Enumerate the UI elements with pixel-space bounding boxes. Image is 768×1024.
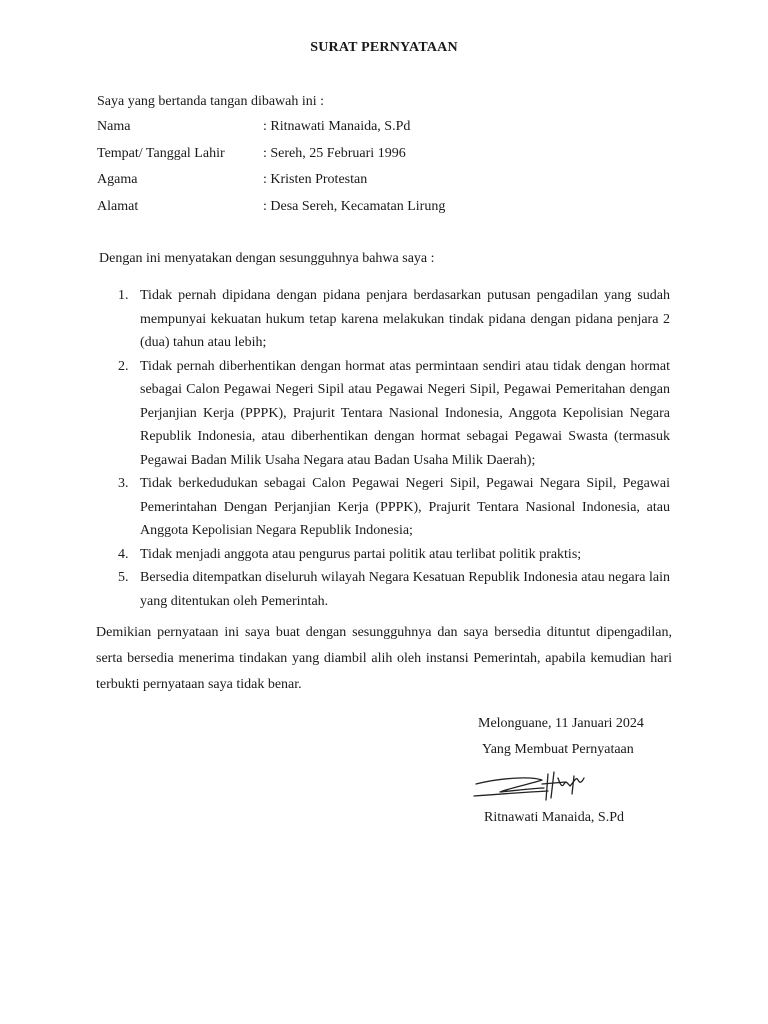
statement-intro: Dengan ini menyatakan dengan sesungguhnya bahwa saya :	[99, 251, 435, 266]
field-label: Tempat/ Tanggal Lahir	[97, 145, 225, 161]
item-text: Tidak berkedudukan sebagai Calon Pegawai Negeri Sipil, Pegawai Negara Sipil, Pegawai Pemerintahan Dengan Perjanjian Kerja (PPPK), Prajurit Tentara Nasional Indonesia, atau Anggota Kepolisian Negara Republik Indonesia;	[140, 476, 670, 538]
item-number: 3.	[118, 476, 129, 491]
list-item	[118, 566, 670, 613]
item-text: Tidak pernah dipidana dengan pidana penjara berdasarkan putusan pengadilan yang sudah mempunyai kekuatan hukum tetap karena melakukan tindak pidana dengan pidana penjara 2 (dua) tahun atau lebih;	[140, 288, 670, 350]
closing-paragraph: Demikian pernyataan ini saya buat dengan sesungguhnya dan saya bersedia dituntut dipengadilan, serta bersedia menerima tindakan yang diambil alih oleh instansi Pemerintah, apabila kemudian hari terbukti pernyataan saya tidak benar.	[96, 625, 672, 692]
field-label: Agama	[97, 172, 138, 187]
document-title: SURAT PERNYATAAN	[310, 40, 458, 55]
field-row-birth	[97, 145, 445, 172]
signer-role: Yang Membuat Pernyataan	[482, 742, 634, 757]
intro-text: Saya yang bertanda tangan dibawah ini :	[97, 94, 325, 109]
field-row-religion	[97, 171, 445, 198]
item-number: 4.	[118, 546, 129, 562]
list-item	[118, 355, 670, 473]
field-value: : Desa Sereh, Kecamatan Lirung	[263, 198, 446, 214]
field-value: : Ritnawati Manaida, S.Pd	[263, 119, 411, 134]
field-row-address	[97, 198, 445, 225]
item-text: Tidak pernah diberhentikan dengan hormat atas permintaan sendiri atau tidak dengan hormat sebagai Calon Pegawai Negeri Sipil atau Pegawai Negeri Sipil, Pegawai Pemeritahan dengan Perjanjian Kerja (PPPK), Prajurit Tentara Nasional Indonesia, Anggota Kepolisian Negara Republik Indonesia, atau diberhentikan dengan hormat sebagai Pegawai Swasta (termasuk Pegawai Badan Milik Usaha Negara atau Badan Usaha Milik Daerah);	[140, 358, 670, 468]
field-label: Alamat	[97, 198, 139, 214]
field-label: Nama	[97, 119, 131, 134]
field-value: : Sereh, 25 Februari 1996	[263, 145, 406, 161]
list-item	[118, 284, 670, 355]
item-text: Bersedia ditempatkan diseluruh wilayah Negara Kesatuan Republik Indonesia atau negara lain yang ditentukan oleh Pemerintah.	[140, 570, 670, 609]
signer-name: Ritnawati Manaida, S.Pd	[484, 810, 624, 825]
item-text: Tidak menjadi anggota atau pengurus partai politik atau terlibat politik praktis;	[140, 546, 582, 562]
item-number: 1.	[118, 288, 129, 303]
handwritten-signature	[470, 770, 600, 804]
statement-list	[118, 284, 670, 613]
field-row-name	[97, 118, 445, 145]
item-number: 5.	[118, 570, 129, 585]
identity-fields	[97, 118, 445, 224]
signature-block	[478, 716, 644, 766]
item-number: 2.	[118, 358, 129, 374]
list-item	[118, 543, 670, 567]
place-date: Melonguane, 11 Januari 2024	[478, 716, 644, 731]
list-item	[118, 472, 670, 543]
field-value: : Kristen Protestan	[263, 172, 368, 187]
